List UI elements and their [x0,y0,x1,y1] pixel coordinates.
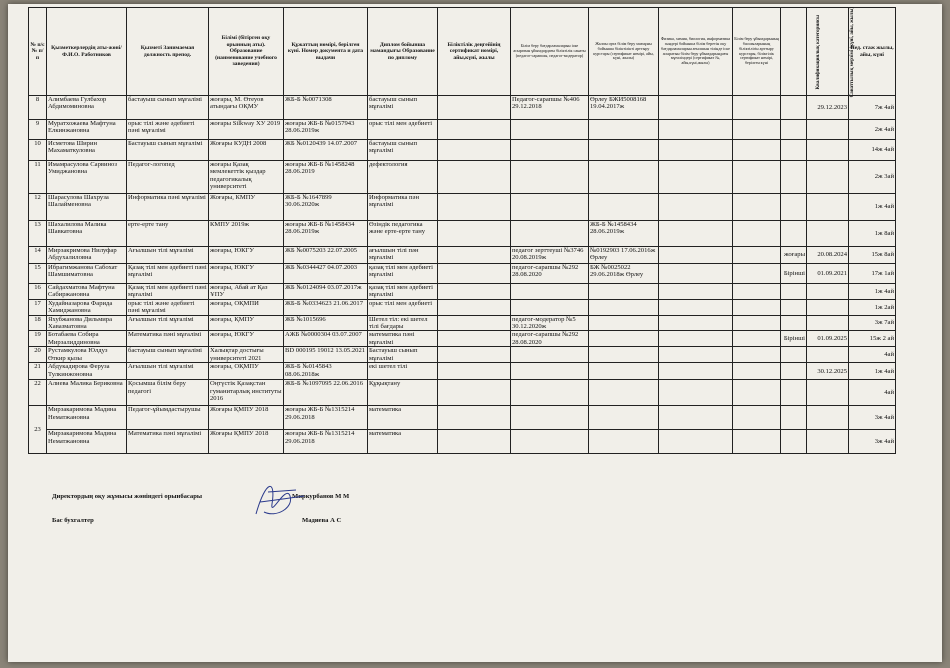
cell-stage: 7ж 4ай [849,96,896,120]
staff-table [28,7,896,454]
cell-category [781,120,807,140]
cell-category [781,221,807,247]
cell-position: Математика пәні мұғалімі [127,331,209,347]
cell-education: жоғары, ЮКГУ [209,264,284,284]
deputy-title: Директордың оқу жұмысы жөніндегі орынбасары [52,493,203,500]
cell-number: 8 [29,96,47,120]
cell-digital [733,264,781,284]
cell-digital [733,161,781,194]
cell-qualification [438,331,511,347]
cell-empty [511,430,589,454]
cell-education: Халықтар достығы университеті 2021 [209,347,284,363]
cell-position: Қазақ тілі мен әдебиеті пәні мұғалімі [128,284,207,299]
cell-qualification [438,120,511,140]
cell-stage: 1ж 8ай [849,221,896,247]
cell-education: жоғары, Абай ат Қаз ҰПУ [209,284,284,300]
cell-attestation: 01.09.2021 [807,264,849,284]
cell-number: 21 [29,363,47,380]
cell-attestation [807,347,849,363]
cell-position: Ағылшын тілі мұғалімі [127,363,209,380]
cell-stage: 3ж 4ай [849,430,896,454]
cell-stage: 1ж 4ай [849,284,896,300]
header-number: № п/с № п/п [29,8,47,96]
cell-position: бастауыш сынып мұғалімі [127,96,209,120]
cell-pedagog [511,380,589,406]
header-qualification: Біліктілік деңгейінің сертификат нөмірі, айы,күні, жылы [438,8,511,96]
cell-number: 15 [29,264,47,284]
cell-attestation [807,140,849,161]
cell-diploma: бастауыш сынып мұғалімі [368,140,438,161]
cell-category [781,380,807,406]
cell-stage: 15ж 2 ай [849,331,896,347]
cell-courses: ЖБ-Б №1458434 28.06.2019ж [589,221,659,247]
cell-digital [733,363,781,380]
cell-position: Математика пәні мұғалімі [127,430,209,454]
cell-document: ЖБ №0344427 04.07.2003 [284,264,368,284]
cell-category [781,194,807,221]
cell-education: Жоғары, КМПУ [209,194,284,221]
cell-category [781,347,807,363]
cell-stem [659,120,733,140]
cell-courses: Өрлеу БЖИ5008168 19.04.2017ж [589,96,659,120]
cell-education: жоғары Silkway ХУ 2019 [209,120,284,140]
cell-category [781,299,807,315]
cell-courses [589,194,659,221]
cell-attestation [807,221,849,247]
table-row [29,264,896,284]
cell-document: жоғары ЖБ-Б №1458248 28.06.2019 [284,161,368,194]
cell-empty [589,430,659,454]
cell-stage: 3ж 4ай [849,406,896,430]
cell-empty [781,430,807,454]
table-row [29,380,896,406]
cell-courses [589,315,659,331]
cell-education: жоғары, ОҚМПИ [209,299,284,315]
cell-number: 18 [29,315,47,331]
cell-attestation [807,299,849,315]
cell-courses: №0192903 17.06.2016ж Өрлеу [589,247,659,264]
cell-document: ЖБ №0075203 22.07.2005 [284,247,368,264]
cell-stem [659,284,733,300]
cell-number: 16 [29,284,47,300]
cell-stage: 1ж 4ай [849,194,896,221]
cell-name: Мирзакаримова Мадина Нематжановна [47,430,127,454]
cell-position: Педагог-логопед [127,161,209,194]
cell-category [781,161,807,194]
cell-stem [659,331,733,347]
cell-empty [807,430,849,454]
cell-qualification [438,161,511,194]
cell-stem [659,161,733,194]
cell-qualification [438,247,511,264]
cell-courses [589,347,659,363]
cell-attestation [807,161,849,194]
signature [246,474,308,524]
cell-position: Қосымша білім беру педагогі [127,380,209,406]
cell-qualification [438,299,511,315]
cell-digital [733,299,781,315]
cell-document: BD 000195 19012 13.05.2021 [284,347,368,363]
cell-stem [659,221,733,247]
cell-diploma: дефектология [368,161,438,194]
cell-diploma: математика [368,406,438,430]
cell-pedagog: педагог-модератор №5 30.12.2020ж [511,315,589,331]
table-row [29,120,896,140]
cell-number: 20 [29,347,47,363]
cell-diploma: бастауыш сынып мұғалімі [368,96,438,120]
table-row [29,363,896,380]
cell-name: Шахалилова Малика Шавкатовна [47,221,127,247]
header-document: Құжаттың нөмірі, берілген күні. Номер документа и дата выдачи [284,8,368,96]
cell-digital [733,221,781,247]
table-row [29,347,896,363]
cell-attestation [807,194,849,221]
cell-diploma: Құқықтану [368,380,438,406]
cell-digital [733,380,781,406]
cell-number: 12 [29,194,47,221]
cell-stage: 14ж 4ай [849,140,896,161]
table-row [29,331,896,347]
cell-digital [733,247,781,264]
cell-empty [781,406,807,430]
cell-name: Сайдахматова Мафтуна Сабиржановна [47,284,127,300]
cell-pedagog [511,161,589,194]
cell-document: ЖБ-Б №1647899 30.06.2020ж [284,194,368,221]
cell-document: ЖБ-Б №0071308 [284,96,368,120]
cell-number: 17 [29,299,47,315]
cell-pedagog: педагог зерттеуші №3746 20.08.2019ж [511,247,589,264]
cell-digital [733,140,781,161]
cell-category: жоғары [781,247,807,264]
cell-empty [438,406,511,430]
cell-education: жоғары, ЮКГУ [209,331,284,347]
cell-document: жоғары ЖБ-Б №1315214 29.06.2018 [284,406,368,430]
cell-attestation [807,120,849,140]
cell-stage: 3ж 7ай [849,315,896,331]
cell-diploma: қазақ тілі мен әдебиеті мұғалімі [368,264,438,284]
cell-qualification [438,264,511,284]
table-row [29,96,896,120]
cell-position: орыс тілі және әдебиеті пәні мұғалімі [127,120,209,140]
cell-courses [589,299,659,315]
cell-category: Бірінші [781,331,807,347]
cell-courses: БЖ №0025022 29.06.2018ж Өрлеу [589,264,659,284]
cell-name: Яхубжанова Дильмира Хавазматовна [47,315,127,331]
cell-digital [733,120,781,140]
cell-document: ЖБ №0120439 14.07.2007 [284,140,368,161]
cell-number: 19 [29,331,47,347]
cell-courses [589,380,659,406]
cell-name: Мирзакаримова Мадина Нематжановна [47,406,127,430]
cell-pedagog [511,120,589,140]
cell-stem [659,194,733,221]
cell-number: 13 [29,221,47,247]
table-row [29,284,896,300]
cell-pedagog: Педагог-сарапшы №406 29.12.2018 [511,96,589,120]
cell-pedagog: педагог-сарапшы №292 28.08.2020 [511,331,589,347]
cell-stage: 4ай [849,347,896,363]
cell-document: ЖБ-Б №0334623 21.06.2017 [284,299,368,315]
cell-position: Ағылшын тілі мұғалімі [127,247,209,264]
cell-position: бастауыш сынып мұғалімі [127,347,209,363]
cell-attestation: 30.12.2025 [807,363,849,380]
cell-category: Бірінші [781,264,807,284]
cell-number: 14 [29,247,47,264]
cell-attestation: 01.09.2025 [807,331,849,347]
cell-digital [733,284,781,300]
cell-category [781,363,807,380]
cell-stage: 2ж 3ай [849,161,896,194]
cell-stage: 2ж 4ай [849,120,896,140]
table-row [29,430,896,454]
accountant-name: Мадиева А С [302,517,342,524]
cell-digital [733,331,781,347]
cell-name: Исметова Ширин Махаматкуловна [47,140,127,161]
cell-pedagog [511,363,589,380]
cell-empty [659,406,733,430]
cell-number: 23 [29,406,47,454]
cell-education: жоғары Қазақ мемлекеттік қыздар педагогикалық университеті [209,161,284,194]
cell-document: жоғары ЖБ-Б №1458434 28.06.2019ж [284,221,368,247]
cell-document: ЖБ-Б №1097095 22.06.2016 [284,380,368,406]
cell-qualification [438,96,511,120]
cell-courses [589,331,659,347]
cell-position: Информатика пәні мұғалімі [127,194,209,221]
cell-education: жоғары, ЮКГУ [209,247,284,264]
cell-courses [589,161,659,194]
cell-document: ЖБ №0124094 03.07.2017ж [284,284,368,300]
cell-document: жоғары ЖБ-Б №1315214 29.06.2018 [284,430,368,454]
header-education: Білімі (бітірген оқу орынның аты). Образование (наименование учебного заведения) [209,8,284,96]
cell-empty [733,430,781,454]
cell-pedagog [511,284,589,300]
cell-document: ЖБ №1015696 [284,315,368,331]
cell-document: жоғары ЖБ-Б №0157943 28.06.2019ж [284,120,368,140]
cell-diploma: орыс тілі мен әдебиеті [368,120,438,140]
cell-diploma: орыс тілі мен әдебиеті [368,299,438,315]
cell-diploma: математика пәні мұғалімі [368,331,438,347]
cell-diploma: Информатика пән мұғалімі [368,194,438,221]
cell-name: Абдукадирова Феруза Тулкинжоновна [47,363,127,380]
cell-empty [511,406,589,430]
cell-qualification [438,347,511,363]
cell-digital [733,194,781,221]
cell-stem [659,363,733,380]
cell-courses [589,140,659,161]
cell-position: Қазақ тілі мен әдебиеті пәні мұғалімі [127,264,209,284]
cell-stem [659,315,733,331]
cell-pedagog [511,347,589,363]
cell-digital [733,96,781,120]
cell-number: 10 [29,140,47,161]
cell-digital [733,347,781,363]
table-row [29,140,896,161]
cell-category [781,284,807,300]
table-row [29,299,896,315]
cell-education: жоғары, М. Өтеуов атындағы ОҚМУ [209,96,284,120]
table-row [29,194,896,221]
cell-position: Бастауыш сынып мұғалімі [127,140,209,161]
cell-empty [659,430,733,454]
cell-pedagog [511,221,589,247]
cell-position: орыс тілі және әдебиеті пәні мұғалімі [127,299,209,315]
cell-attestation [807,315,849,331]
cell-education: Жоғары КУДН 2008 [209,140,284,161]
table-row [29,406,896,430]
cell-qualification [438,315,511,331]
cell-courses [589,120,659,140]
cell-stage: 17ж 1ай [849,264,896,284]
cell-name: Мирзакримова Нилуфар Абдухалиловна [47,247,127,264]
cell-pedagog [511,194,589,221]
cell-name: Рустамкулова Юлдуз Өткир қызы [47,347,127,363]
cell-qualification [438,140,511,161]
cell-name: Алиева Малика Бериковна [47,380,127,406]
cell-stem [659,380,733,406]
cell-number: 11 [29,161,47,194]
table-row [29,315,896,331]
cell-attestation [807,380,849,406]
cell-diploma: Өзіндік педагогика және ерте-ерте тану [368,221,438,247]
cell-stem [659,264,733,284]
cell-empty [589,406,659,430]
table-row [29,221,896,247]
cell-courses [589,284,659,300]
deputy-name: Миркурбанов М М [292,493,350,500]
cell-name: Муратхожаева Мафтуна Елкинжановна [47,120,127,140]
cell-diploma: ағылшын тілі пән мұғалімі [368,247,438,264]
cell-stage: 1ж 2ай [849,299,896,315]
cell-stem [659,96,733,120]
cell-digital [733,315,781,331]
header-diploma: Диплом бойынша мамандығы Образование по диплому [368,8,438,96]
table-row [29,161,896,194]
cell-category [781,140,807,161]
header-digital: Білім беру ұйымдарының басшыларының біліктілігін арттыру курстары, біліктілік сертификат нөмірі, берілген күні [733,8,781,96]
cell-qualification [438,221,511,247]
cell-education: КМПУ 2019ж [209,221,284,247]
cell-category [781,315,807,331]
cell-empty [733,406,781,430]
cell-category [781,96,807,120]
cell-name: Ибрагимжанова Сабохат Шамшиматовна [47,264,127,284]
cell-stem [659,247,733,264]
header-courses: Жалпы орта білім беру мазмұны бойынша біліктілікті арттыру курстары (сертификат нөмірі, айы, күні, жылы) [589,8,659,96]
cell-qualification [438,284,511,300]
cell-document: АЖБ №0000304 03.07.2007 [284,331,368,347]
cell-diploma: қазақ тілі мен әдебиеті мұғалімі [368,284,438,300]
cell-stage: 4ай [849,380,896,406]
cell-position: Педагог-ұйымдастырушы [127,406,209,430]
cell-empty [438,430,511,454]
cell-qualification [438,380,511,406]
cell-number: 9 [29,120,47,140]
cell-qualification [438,194,511,221]
header-name: Қызметкерлердің аты-жөні/ Ф.И.О. Работников [47,8,127,96]
header-pedagog-category: Білім беру бағдарламаларын іске асыратын ұйымдардағы біліктілік санаты (педагог-сарапшы, педагог-модератор) [511,8,589,96]
cell-diploma: екі шетел тілі [368,363,438,380]
cell-name: Алимбаева Гулбахор Абдимоминовна [47,96,127,120]
header-category: Квалификациялық категориясы [781,8,807,96]
header-stem: Физика, химия, биология, информатика пәндері бойынша білім беретін оқу бағдарламаларын ағылшын тілінде іске асыратын білім беру ұйымдарындағы мұғалімдері (сертификат №, айы,күні,жылы) [659,8,733,96]
cell-name: Шарасулова Шахруза Шалайменовна [47,194,127,221]
cell-education: Оңтүстік Қазақстан гуманитарлық институты 2016 [209,380,284,406]
cell-attestation: 20.08.2024 [807,247,849,264]
cell-empty [807,406,849,430]
cell-education: Жоғары ҚМПУ 2018 [209,406,284,430]
cell-diploma: Шетел тіл: екі шетел тілі бағдары [368,315,438,331]
cell-name: Ботабаева Собира Мирзалиддиновна [47,331,127,347]
cell-courses [589,363,659,380]
cell-position: ерте-ерте тану [127,221,209,247]
header-stage: Пед. стаж жылы, айы, күні [849,8,896,96]
cell-diploma: математика [368,430,438,454]
cell-stem [659,347,733,363]
cell-attestation [807,284,849,300]
cell-education: Жоғары ҚМПУ 2018 [209,430,284,454]
cell-name: Имамрасулова Сарвиноз Умиджановна [47,161,127,194]
cell-qualification [438,363,511,380]
cell-education: жоғары, ОҚМПУ [209,363,284,380]
cell-pedagog [511,299,589,315]
document-sheet [8,4,942,662]
cell-pedagog: педагог-сарапшы №292 28.08.2020 [511,264,589,284]
table-row [29,247,896,264]
cell-attestation: 29.12.2023 [807,96,849,120]
accountant-title: Бас бухгалтер [52,517,94,524]
cell-stem [659,140,733,161]
cell-position: Ағылшын тілі мұғалімі [127,315,209,331]
cell-stage: 1ж 4ай [849,363,896,380]
cell-stage: 15ж 8ай [849,247,896,264]
cell-education: жоғары, ҚМПУ [209,315,284,331]
cell-pedagog [511,140,589,161]
cell-number: 22 [29,380,47,406]
header-attestation: Санаттылық мерзімі (күні, айы, жылы) [807,8,849,96]
cell-diploma: Бастауыш сынып мұғалімі [368,347,438,363]
header-position: Қызметі Занимаемая должность препод. [127,8,209,96]
header-row [29,8,896,96]
cell-name: Худайназарова Фарида Хамиджановна [47,299,127,315]
table-body [29,96,896,454]
cell-document: ЖБ-Б №0145843 08.06.2018ж [284,363,368,380]
cell-stem [659,299,733,315]
